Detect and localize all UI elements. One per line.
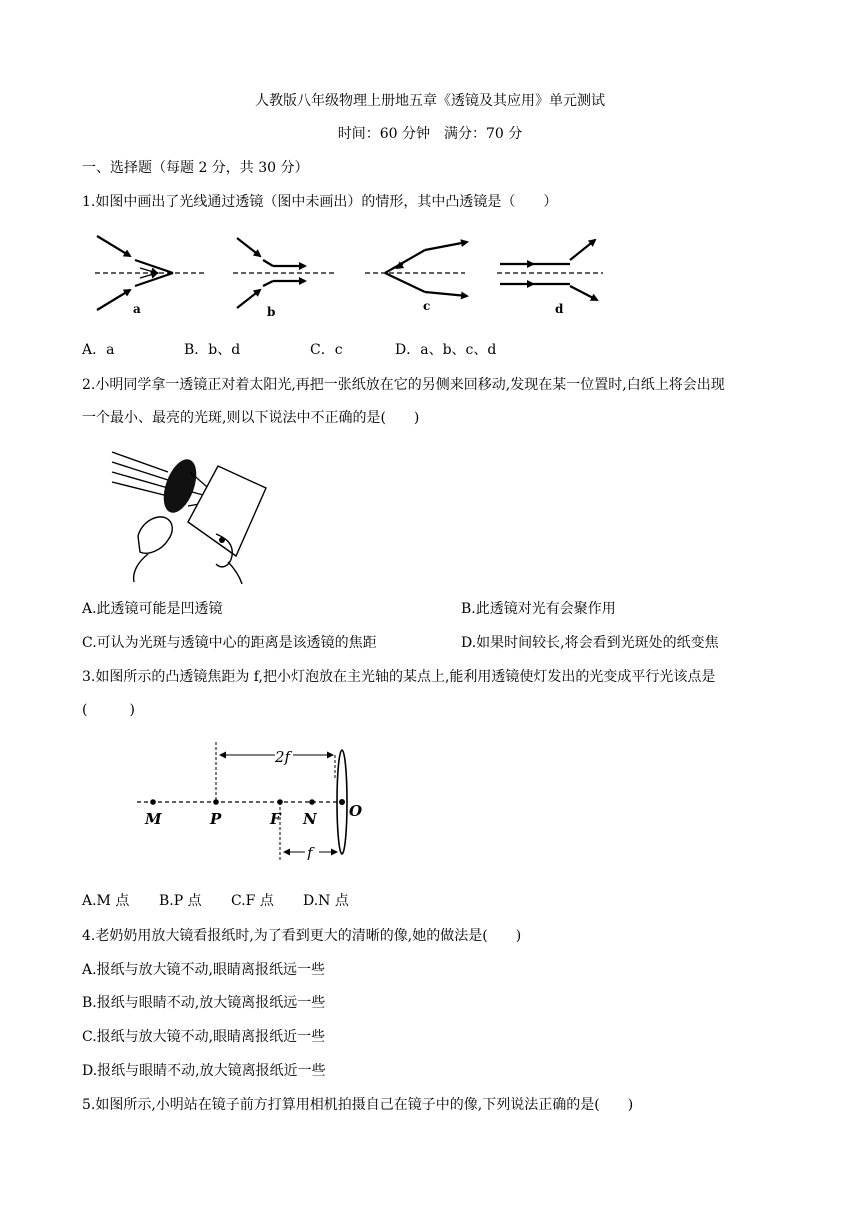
- q3-label-2f: 2f: [275, 748, 291, 766]
- q1-label-d: d: [555, 302, 564, 316]
- q3-option-b: B.P 点: [159, 893, 202, 909]
- q3-point-m: M: [145, 810, 162, 828]
- q2-figure: [108, 444, 278, 584]
- q1-diagram-d: [497, 240, 603, 316]
- page-title: 人教版八年级物理上册地五章《透镜及其应用》单元测试: [255, 93, 605, 109]
- q1-option-b: B．b、d: [184, 342, 241, 358]
- q3-option-c: C.F 点: [231, 893, 274, 909]
- section-heading: 一、选择题（每题 2 分，共 30 分）: [82, 160, 309, 176]
- q1-option-a: A．a: [82, 342, 115, 358]
- q1-label-c: c: [423, 299, 431, 313]
- q3-option-a: A.M 点: [82, 893, 130, 909]
- q1-diagram-c: [365, 242, 467, 313]
- question-1-stem: 1.如图中画出了光线通过透镜（图中未画出）的情形，其中凸透镜是（ ）: [82, 194, 558, 210]
- page-subtitle: 时间：60 分钟 满分：70 分: [337, 126, 523, 142]
- q3-point-f: F: [270, 810, 281, 828]
- question-2-stem-line2: 一个最小、最亮的光斑,则以下说法中不正确的是( ): [82, 410, 420, 426]
- q3-lens-o: O: [349, 802, 363, 820]
- question-4-stem: 4.老奶奶用放大镜看报纸时,为了看到更大的清晰的像,她的做法是( ): [82, 928, 522, 944]
- q1-option-c: C．c: [310, 342, 343, 358]
- q4-option-b: B.报纸与眼睛不动,放大镜离报纸远一些: [82, 995, 326, 1011]
- q3-point-n: N: [303, 810, 317, 828]
- q1-diagram-b: [233, 238, 335, 319]
- question-5-stem: 5.如图所示,小明站在镜子前方打算用相机拍摄自己在镜子中的像,下列说法正确的是( ): [82, 1097, 634, 1113]
- q3-option-d: D.N 点: [303, 893, 349, 909]
- q2-option-d: D.如果时间较长,将会看到光斑处的纸变焦: [461, 635, 719, 651]
- q1-label-a: a: [133, 302, 141, 316]
- q4-option-d: D.报纸与眼睛不动,放大镜离报纸近一些: [82, 1063, 326, 1079]
- q4-option-c: C.报纸与放大镜不动,眼睛离报纸近一些: [82, 1029, 326, 1045]
- q3-point-p: P: [210, 810, 222, 828]
- q3-label-f: f: [307, 844, 313, 860]
- q1-diagram-a: [95, 236, 205, 316]
- q2-option-a: A.此透镜可能是凹透镜: [82, 601, 223, 617]
- question-2-stem-line1: 2.小明同学拿一透镜正对着太阳光,再把一张纸放在它的另侧来回移动,发现在某一位置时,白纸上将会出现: [82, 377, 725, 393]
- q3-figure: [135, 740, 375, 860]
- q2-option-c: C.可认为光斑与透镜中心的距离是该透镜的焦距: [82, 635, 377, 651]
- q2-option-b: B.此透镜对光有会聚作用: [461, 601, 616, 617]
- q1-label-b: b: [267, 305, 276, 319]
- q1-option-d: D．a、b、c、d: [395, 342, 497, 358]
- q4-option-a: A.报纸与放大镜不动,眼睛离报纸远一些: [82, 962, 326, 978]
- question-3-stem-line2: ( ): [82, 702, 135, 718]
- q1-figure: [85, 228, 645, 328]
- question-3-stem-line1: 3.如图所示的凸透镜焦距为 f,把小灯泡放在主光轴的某点上,能利用透镜使灯发出的光变成平行光该点是: [82, 669, 716, 685]
